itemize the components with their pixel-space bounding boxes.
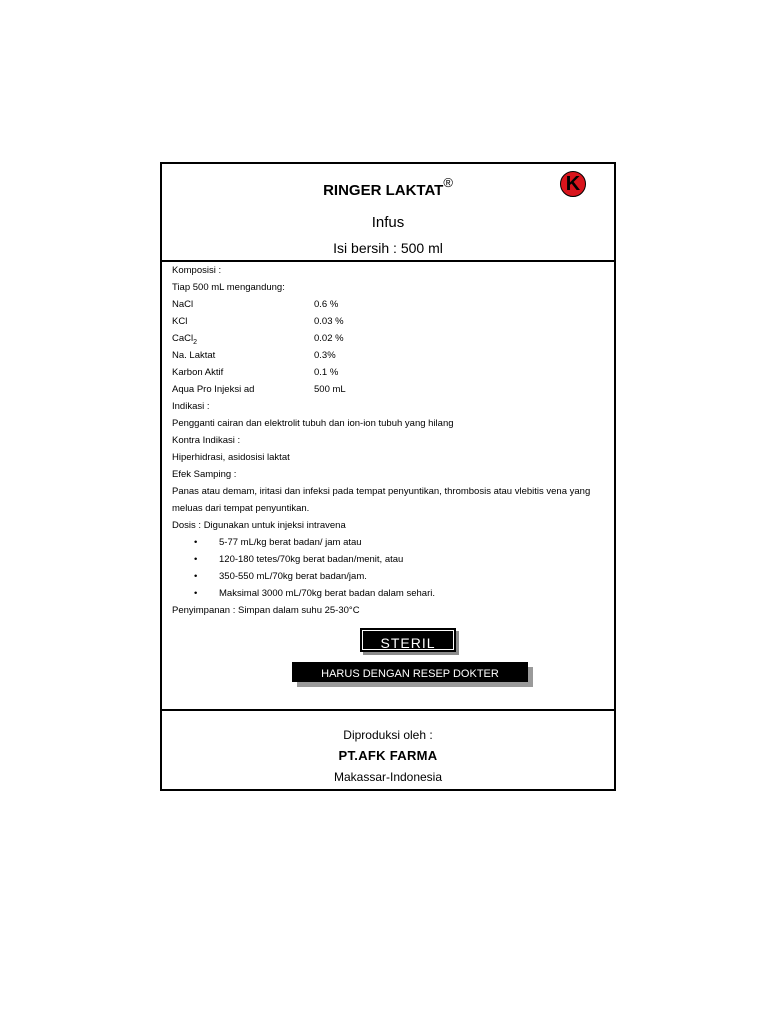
dosage-form: Infus	[371, 214, 405, 231]
k-logo-letter: K	[565, 173, 581, 195]
registered-mark: ®	[443, 175, 453, 190]
sterile-badge: STERIL	[360, 628, 456, 652]
bullet-icon: •	[194, 537, 198, 548]
composition-row	[172, 347, 612, 364]
composition-list	[172, 296, 612, 398]
dosage-item	[172, 585, 612, 602]
dosage-list	[172, 534, 612, 602]
composition-intro: Tiap 500 mL mengandung:	[172, 282, 285, 293]
ingredient-subscript: 2	[193, 338, 198, 346]
storage-line	[172, 602, 612, 619]
composition-row	[172, 364, 612, 381]
contraindication-heading: Kontra Indikasi :	[172, 435, 241, 446]
label-footer	[162, 711, 614, 789]
dosage-item	[172, 534, 612, 551]
dosage-item	[172, 551, 612, 568]
ingredient-name: Karbon Aktif	[172, 367, 224, 378]
body-text	[172, 262, 612, 619]
dosage-text: Digunakan untuk injeksi intravena	[203, 520, 346, 531]
ingredient-amount: 0.03 %	[314, 316, 344, 327]
label-header	[162, 164, 614, 262]
composition-row	[172, 296, 612, 313]
ingredient-amount: 0.1 %	[314, 367, 339, 378]
dosage-item	[172, 568, 612, 585]
drug-label	[160, 162, 616, 791]
side-effects-heading: Efek Samping :	[172, 469, 237, 480]
storage-heading: Penyimpanan :	[172, 605, 236, 616]
bullet-icon: •	[194, 571, 198, 582]
composition-heading: Komposisi :	[172, 265, 222, 276]
ingredient-amount: 500 mL	[314, 384, 346, 395]
hard-drug-k-logo-icon	[560, 171, 586, 197]
storage-text: Simpan dalam suhu 25-30°C	[238, 605, 360, 616]
ingredient-amount: 0.3%	[314, 350, 336, 361]
dosage-item-text: Maksimal 3000 mL/70kg berat badan dalam sehari.	[219, 588, 435, 599]
indication-heading: Indikasi :	[172, 401, 210, 412]
dosage-item-text: 120-180 tetes/70kg berat badan/menit, atau	[219, 554, 404, 565]
ingredient-name: KCl	[172, 316, 188, 327]
ingredient-name: Na. Laktat	[172, 350, 216, 361]
composition-row	[172, 381, 612, 398]
side-effects-text: Panas atau demam, iritasi dan infeksi pada tempat penyuntikan, thrombosis atau vlebitis vena yang meluas dari tempat penyuntikan.	[172, 486, 591, 514]
contraindication-text: Hiperhidrasi, asidosisi laktat	[172, 452, 290, 463]
prescription-badge: HARUS DENGAN RESEP DOKTER	[292, 662, 528, 682]
indication-text: Pengganti cairan dan elektrolit tubuh dan ion-ion tubuh yang hilang	[172, 418, 454, 429]
product-name: RINGER LAKTAT	[323, 182, 444, 199]
ingredient-name: NaCl	[172, 299, 194, 310]
ingredient-amount: 0.6 %	[314, 299, 339, 310]
bullet-icon: •	[194, 554, 198, 565]
company-location: Makassar-Indonesia	[333, 770, 443, 784]
label-body	[162, 262, 614, 711]
composition-row	[172, 330, 612, 347]
ingredient-name: CaCl$_2$	[172, 333, 198, 346]
composition-row	[172, 313, 612, 330]
bullet-icon: •	[194, 588, 198, 599]
dosage-item-text: 5-77 mL/kg berat badan/ jam atau	[219, 537, 362, 548]
ingredient-name: Aqua Pro Injeksi ad	[172, 384, 255, 395]
dosage-heading: Dosis :	[172, 520, 202, 531]
produced-by-label: Diproduksi oleh :	[343, 728, 433, 742]
dosage-line	[172, 517, 612, 534]
company-name: PT.AFK FARMA	[338, 748, 438, 763]
ingredient-amount: 0.02 %	[314, 333, 344, 344]
product-title	[162, 177, 614, 199]
dosage-item-text: 350-550 mL/70kg berat badan/jam.	[219, 571, 367, 582]
net-content: Isi bersih : 500 ml	[333, 240, 443, 256]
